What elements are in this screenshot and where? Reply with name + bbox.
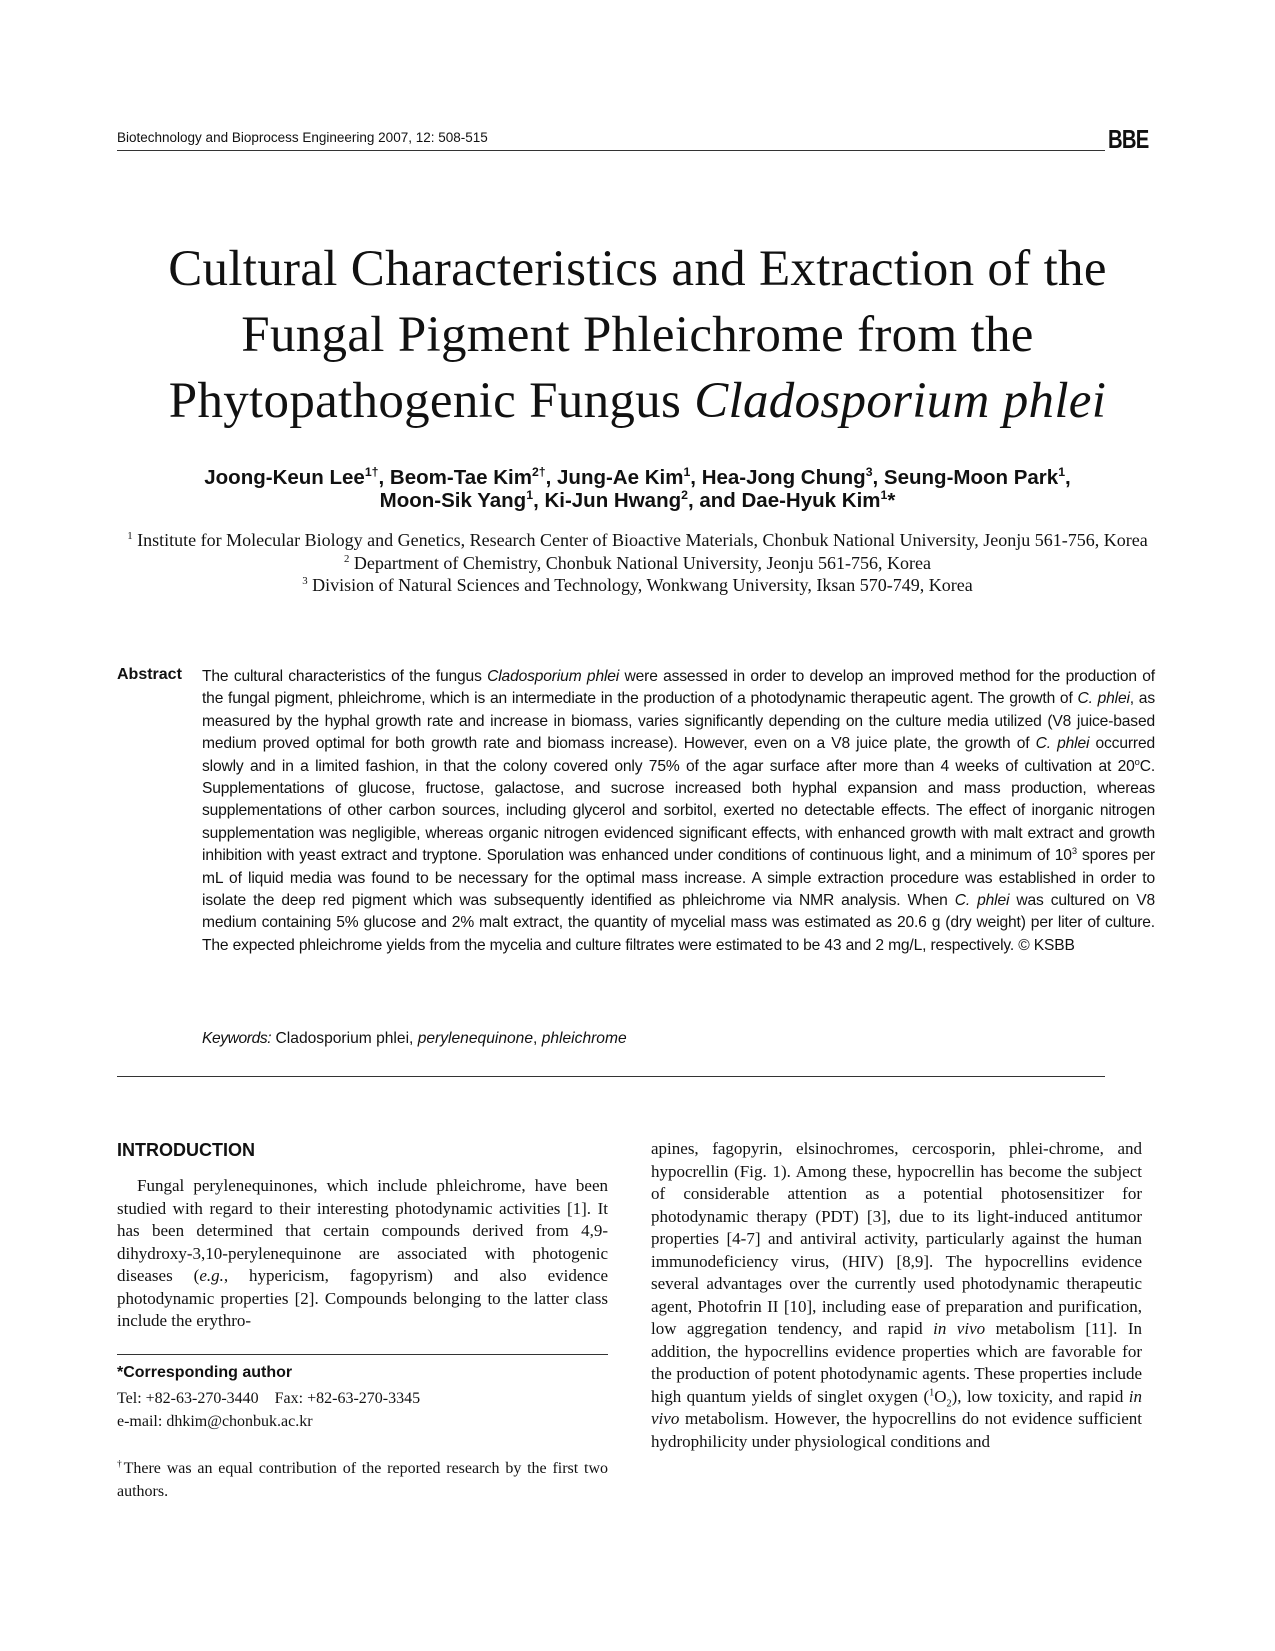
abstract-species: C. phlei [1077,690,1130,708]
keywords [202,1030,627,1048]
fax: Fax: +82-63-270-3345 [274,1390,421,1407]
affiliation-text: Department of Chemistry, Chonbuk National University, Jeonju 561-756, Korea [349,552,931,573]
abstract-text: , as measured by the hyphal growth rate and increase in biomass, varies significantly depending on the culture media utilized (V8 juice-based medium proved optimal for both growth rate and biomass increase). However, even on a V8 juice plate, the growth of [202,690,1155,753]
abstract-text: spores per mL of liquid media was found to be necessary for the optimal mass increase. A simple extraction procedure was established in order to isolate the deep red pigment which was subsequently identified as phleichrome via NMR analysis. When [202,847,1156,910]
article-title [100,236,1175,434]
abstract-text: occurred slowly and in a limited fashion, in that the colony covered only 75% of the agar surface after more than 4 weeks of cultivation at 20 [202,735,1155,775]
author-affil-mark: 1 [1058,465,1066,480]
title-species: Cladosporium phlei [694,373,1107,429]
author-name: , Jung-Ae Kim [545,466,684,489]
affiliation-2 [110,552,1165,575]
author-list [100,466,1175,512]
affiliation-3 [110,574,1165,597]
paragraph-text: ), low toxicity, and rapid [951,1386,1129,1406]
author-affil-mark: 1 [880,488,888,503]
abstract-text: C. Supplementations of glucose, fructose, galactose, and sucrose increased both hyphal expansion and mass production, whereas supplementations of other carbon sources, including glycerol and sorbitol, exerted no detectable effects. The effect of inorganic nitrogen supplementation was negligible, whereas organic nitrogen evidenced significant effects, with enhanced growth with malt extract and growth inhibition with yeast extract and tryptone. Sporulation was enhanced under conditions of continuous light, and a minimum of 10 [202,757,1155,865]
author-name: , Seung-Moon Park [872,466,1059,489]
right-column [651,1138,1142,1453]
author-affil-mark: 3 [865,465,873,480]
paragraph-italic: in vivo [933,1319,986,1338]
abstract-rule [117,1076,1105,1077]
author-name: , Hea-Jong Chung [690,466,866,489]
author-name: Joong-Keun Lee [204,466,365,489]
paragraph-text: , hypericism, fagopyrism) and also evidence photodynamic properties [2]. Compounds belonging to the latter class include the erythro- [117,1266,608,1330]
keyword: Cladosporium phlei [275,1030,410,1047]
keyword: phleichrome [541,1030,627,1047]
tel: Tel: +82-63-270-3440 [117,1390,259,1407]
subscript: 2 [946,1397,952,1409]
abstract-species: C. phlei [954,892,1010,910]
header-rule [117,150,1105,151]
abstract-label: Abstract [117,666,182,683]
paragraph-italic: in vivo [651,1386,1142,1428]
keywords-label: Keywords: [202,1030,272,1047]
abstract-species: Cladosporium phlei [487,668,620,685]
affiliation-1 [110,529,1165,552]
abstract-text: was cultured on V8 medium containing 5% glucose and 2% malt extract, the quantity of mycelial mass was estimated as 20.6 g (dry weight) per liter of culture. The expected phleichrome yields from the mycelia and culture filtrates were estimated to be 43 and 2 mg/L, respectively. © KSBB [202,892,1155,954]
author-affil-mark: 1† [364,465,379,480]
exponent: 3 [1071,846,1077,857]
journal-logo: BBE [1108,124,1149,154]
paragraph-text: O [934,1386,947,1406]
affiliation-text: Institute for Molecular Biology and Genetics, Research Center of Bioactive Materials, Chonbuk National University, Jeonju 561-756, Korea [132,530,1148,550]
paragraph-text: Fungal perylenequinones, which include phleichrome, have been studied with regard to their interesting photodynamic activities [1]. It has been determined that certain compounds derived from 4,9-dihydroxy-3,10-perylenequinone are associated with photogenic diseases ( [117,1176,608,1285]
affiliation-number: 1 [127,530,133,542]
running-head: Biotechnology and Bioprocess Engineering 2007, 12: 508-515 [117,130,488,145]
corresponding-contact [117,1388,420,1433]
affiliations [110,529,1165,597]
paragraph-text: apines, fagopyrin, elsinochromes, cercosporin, phlei-chrome, and hypocrellin (Fig. 1). Among these, hypocrellin has become the subject of considerable attention as a potential photosensitizer for photodynamic therapy (PDT) [3], due to its light-induced antitumor properties [4-7] and antiviral activity, particularly against the human immunodeficiency virus, (HIV) [8,9]. The hypocrellins evidence several advantages over the currently used photodynamic therapeutic agent, Photofrin II [10], including ease of preparation and purification, low aggregation tendency, and rapid [651,1139,1142,1338]
superscript: 1 [929,1386,935,1398]
equal-contribution-note [117,1458,608,1503]
paragraph-italic: e.g. [199,1266,224,1285]
author-separator: , [1065,466,1071,489]
contact-phone [117,1388,420,1411]
title-text: Cultural Characteristics and Extraction of the Fungal Pigment Phleichrome from the Phytopathogenic Fungus [168,241,1107,429]
dagger-mark: † [117,1458,124,1470]
abstract-text: were assessed in order to develop an improved method for the production of the fungal pigment, phleichrome, which is an intermediate in the production of a photodynamic therapeutic agent. The growth of [202,668,1155,708]
section-heading: INTRODUCTION [117,1140,255,1160]
footnote-rule [117,1354,608,1355]
contact-email: e-mail: dhkim@chonbuk.ac.kr [117,1412,313,1430]
author-affil-mark: 1 [683,465,691,480]
intro-paragraph [117,1175,608,1333]
corresponding-author-label: *Corresponding author [117,1364,293,1381]
author-name: , Beom-Tae Kim [378,466,532,489]
author-name: , Ki-Jun Hwang [533,489,682,512]
keyword-separator: , [409,1030,418,1047]
paragraph-text: metabolism. However, the hypocrellins do not evidence sufficient hydrophilicity under physiological conditions and [651,1409,1142,1451]
affiliation-text: Division of Natural Sciences and Technology, Wonkwang University, Iksan 570-749, Korea [307,575,973,595]
author-affil-mark: 2† [531,465,546,480]
note-text: There was an equal contribution of the reported research by the first two authors. [117,1460,609,1500]
abstract-species: C. phlei [1035,735,1090,753]
abstract-body [202,666,1155,957]
affiliation-number: 3 [302,575,308,587]
author-affil-mark: 1 [526,488,534,503]
degree-mark: o [1134,756,1140,767]
author-name: Moon-Sik Yang [379,489,527,512]
author-name: , and Dae-Hyuk Kim [687,489,881,512]
corresponding-mark: * [887,489,896,512]
paragraph-text: metabolism [11]. In addition, the hypocrellins evidence properties which are favorable for the production of potent photodynamic agents. These properties include high quantum yields of singlet oxygen ( [651,1319,1142,1406]
author-affil-mark: 2 [681,488,688,503]
abstract-text: The cultural characteristics of the fungus [202,668,488,685]
keyword-separator: , [533,1030,542,1047]
keyword: perylenequinone [417,1030,534,1047]
affiliation-number: 2 [344,552,350,565]
left-column [117,1175,608,1333]
